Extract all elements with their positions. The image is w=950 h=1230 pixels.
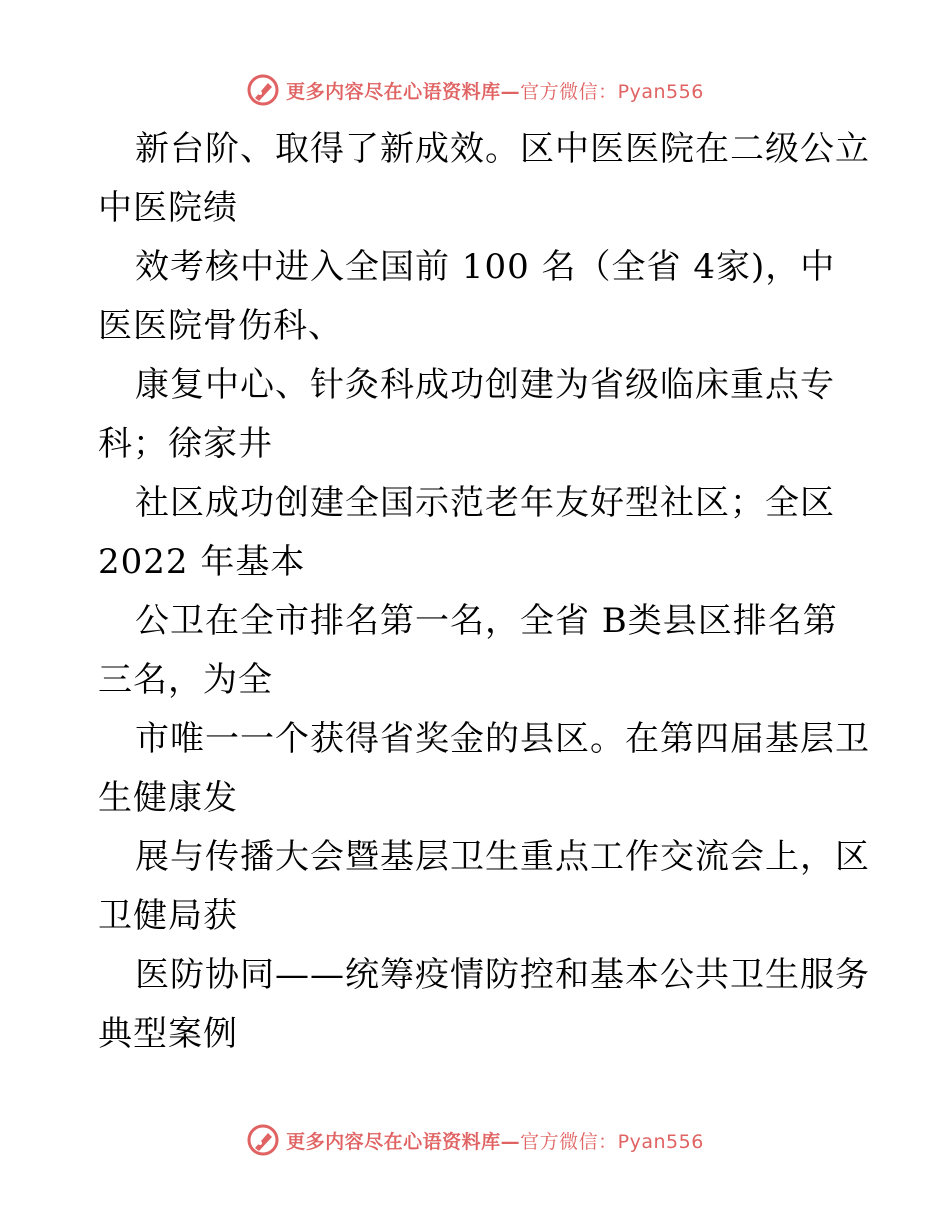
- body-line: 中医院绩: [98, 188, 238, 228]
- document-body: [98, 120, 870, 1064]
- watermark-text: 更多内容尽在心语资料库—官方微信：Pyan556: [286, 1130, 704, 1153]
- footer-watermark: [0, 1120, 950, 1160]
- watermark-text: 更多内容尽在心语资料库—官方微信：Pyan556: [286, 80, 704, 103]
- body-line: 效考核中进入全国前 100 名（全省 4家)，中: [135, 247, 836, 287]
- body-line: 市唯一一个获得省奖金的县区。在第四届基层卫: [135, 719, 870, 759]
- body-line: 新台阶、取得了新成效。区中医医院在二级公立: [135, 129, 870, 169]
- body-line: 康复中心、针灸科成功创建为省级临床重点专: [135, 365, 835, 405]
- pen-nib-logo-icon: [246, 1123, 280, 1157]
- body-line: 典型案例: [98, 1014, 238, 1054]
- body-line: 展与传播大会暨基层卫生重点工作交流会上，区: [135, 837, 870, 877]
- body-line: 三名，为全: [98, 660, 273, 700]
- body-line: 生健康发: [98, 778, 238, 818]
- body-line: 2022 年基本: [98, 542, 306, 582]
- header-watermark: [0, 70, 950, 110]
- pen-nib-logo-icon: [246, 73, 280, 107]
- body-line: 公卫在全市排名第一名，全省 B类县区排名第: [135, 601, 838, 641]
- body-line: 医防协同——统筹疫情防控和基本公共卫生服务: [135, 955, 870, 995]
- body-line: 卫健局获: [98, 896, 238, 936]
- body-line: 医医院骨伤科、: [98, 306, 343, 346]
- body-line: 社区成功创建全国示范老年友好型社区；全区: [135, 483, 835, 523]
- body-line: 科；徐家井: [98, 424, 273, 464]
